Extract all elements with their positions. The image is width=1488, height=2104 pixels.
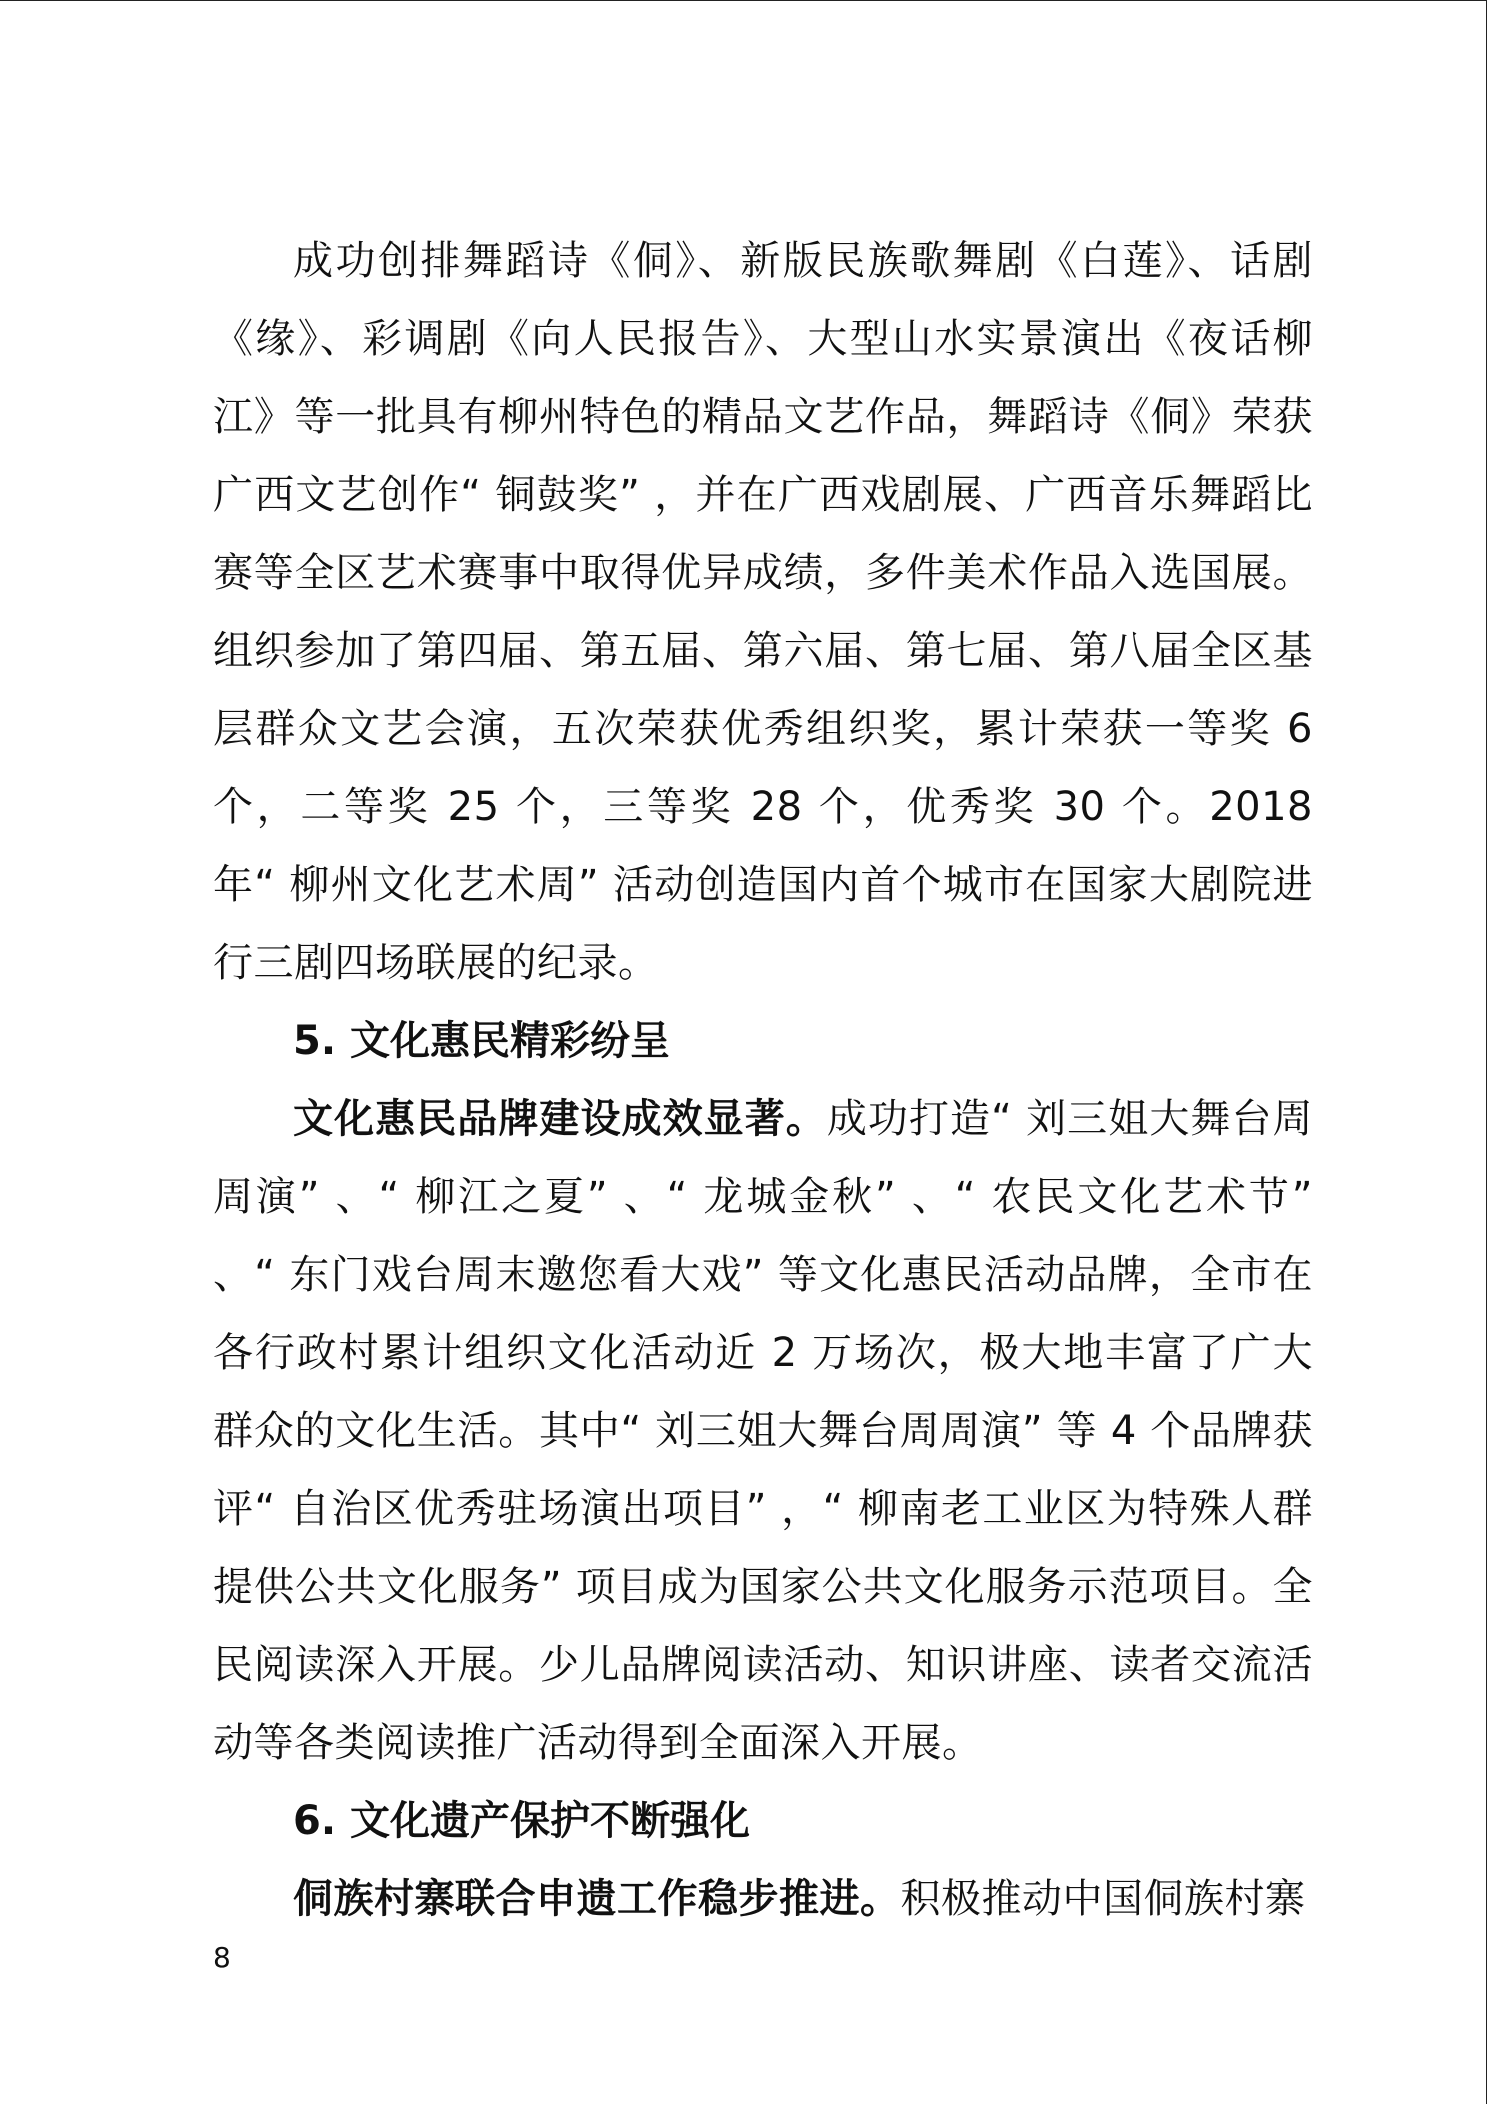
paragraph-cultural-benefits xyxy=(213,1080,1313,1782)
page-number: 8 xyxy=(213,1941,231,1974)
section-heading-6: 6. 文化遗产保护不断强化 xyxy=(293,1798,750,1844)
paragraph-body: 成功打造“ 刘三姐大舞台周周演” 、“ 柳江之夏” 、“ 龙城金秋” 、“ 农民文化艺术节” 、“ 东门戏台周末邀您看大戏” 等文化惠民活动品牌，全市在各行政村累计组织文化活动近 2 万场次，极大地丰富了广大群众的文化生活。其中“ 刘三姐大舞台周周演” 等 4 个品牌获评“ 自治区优秀驻场演出项目” ，“ 柳南老工业区为特殊人群提供公共文化服务” 项目成为国家公共文化服务示范项目。全民阅读深入开展。少儿品牌阅读活动、知识讲座、读者交流活动等各类阅读推广活动得到全面深入开展。 xyxy=(213,1096,1314,1766)
paragraph-lead: 侗族村寨联合申遗工作稳步推进。 xyxy=(293,1876,901,1922)
paragraph-lead: 文化惠民品牌建设成效显著。 xyxy=(293,1096,827,1142)
document-body xyxy=(213,222,1313,1938)
paragraph-heritage xyxy=(213,1860,1313,1938)
paragraph-body: 积极推动中国侗族村寨 xyxy=(900,1876,1306,1922)
section-heading-5: 5. 文化惠民精彩纷呈 xyxy=(293,1018,670,1064)
paragraph-arts-achievements: 成功创排舞蹈诗《侗》、新版民族歌舞剧《白莲》、话剧《缘》、彩调剧《向人民报告》、大型山水实景演出《夜话柳江》等一批具有柳州特色的精品文艺作品，舞蹈诗《侗》荣获广西文艺创作“ 铜鼓奖” ，并在广西戏剧展、广西音乐舞蹈比赛等全区艺术赛事中取得优异成绩，多件美术作品入选国展。组织参加了第四届、第五届、第六届、第七届、第八届全区基层群众文艺会演，五次荣获优秀组织奖，累计荣获一等奖 6 个，二等奖 25 个，三等奖 28 个，优秀奖 30 个。2018 年“ 柳州文化艺术周” 活动创造国内首个城市在国家大剧院进行三剧四场联展的纪录。 xyxy=(213,238,1313,986)
